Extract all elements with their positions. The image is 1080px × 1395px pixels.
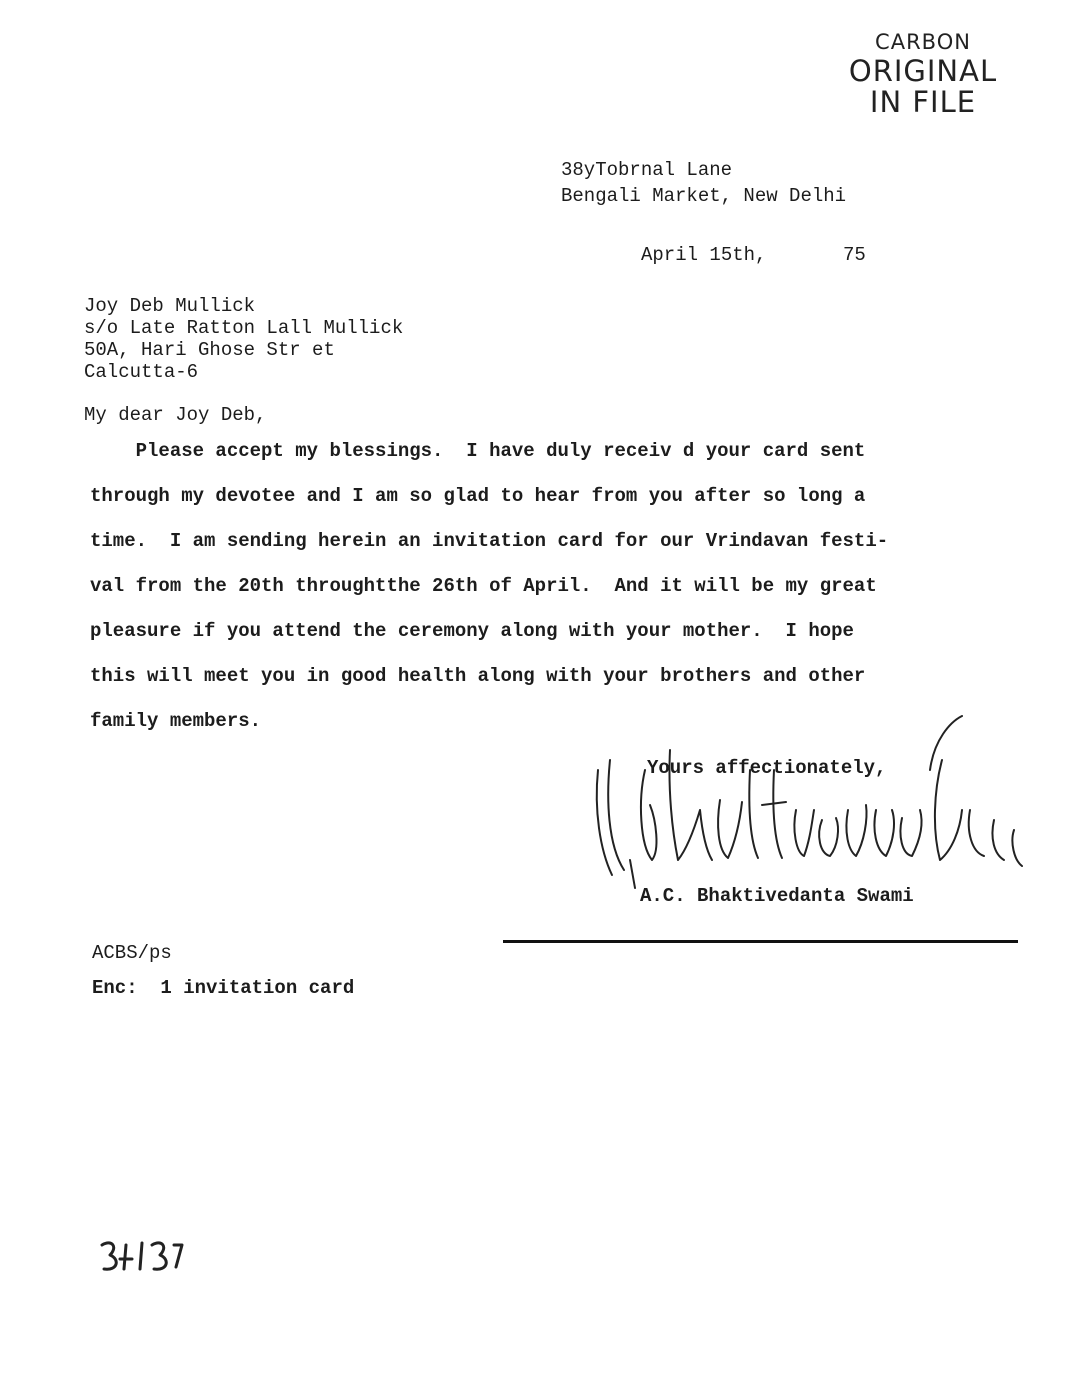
handwritten-file-number: [98, 1235, 188, 1285]
letter-body: [90, 439, 1010, 754]
handwritten-signature: [590, 710, 1030, 900]
stamp-line-in-file: IN FILE: [869, 85, 977, 119]
letter-date: April 15th,: [641, 244, 767, 266]
body-line-4: val from the 20th throughtthe 26th of April. And it will be my great: [90, 575, 877, 597]
body-line-5: pleasure if you attend the ceremony along with your mother. I hope: [90, 620, 854, 642]
salutation: My dear Joy Deb,: [84, 404, 267, 426]
sender-address-line2: Bengali Market, New Delhi: [561, 185, 847, 207]
closing: Yours affectionately,: [647, 757, 887, 779]
body-line-1: Please accept my blessings. I have duly receiv d your card sent: [90, 440, 866, 462]
sender-address-line1: 38yTobrnal Lane: [561, 159, 733, 181]
recipient-line2: s/o Late Ratton Lall Mullick: [84, 317, 404, 339]
letter-year: 75: [843, 244, 866, 266]
enclosure-note: Enc: 1 invitation card: [92, 977, 355, 999]
body-line-2: through my devotee and I am so glad to hear from you after so long a: [90, 485, 866, 507]
recipient-line4: Calcutta-6: [84, 361, 199, 383]
body-line-6: this will meet you in good health along with your brothers and other: [90, 665, 866, 687]
carbon-original-stamp: [848, 32, 998, 117]
signer-name: A.C. Bhaktivedanta Swami: [640, 885, 914, 907]
body-line-7: family members.: [90, 710, 262, 732]
body-line-3: time. I am sending herein an invitation card for our Vrindavan festi-: [90, 530, 889, 552]
recipient-line1: Joy Deb Mullick: [84, 295, 256, 317]
recipient-address: [84, 295, 403, 383]
stamp-line-carbon: CARBON: [875, 30, 971, 54]
recipient-line3: 50A, Hari Ghose Str et: [84, 339, 335, 361]
stamp-line-original: ORIGINAL: [848, 54, 998, 88]
sender-address: [561, 157, 846, 209]
signature-rule: [503, 940, 1018, 943]
reference-initials: ACBS/ps: [92, 942, 172, 964]
